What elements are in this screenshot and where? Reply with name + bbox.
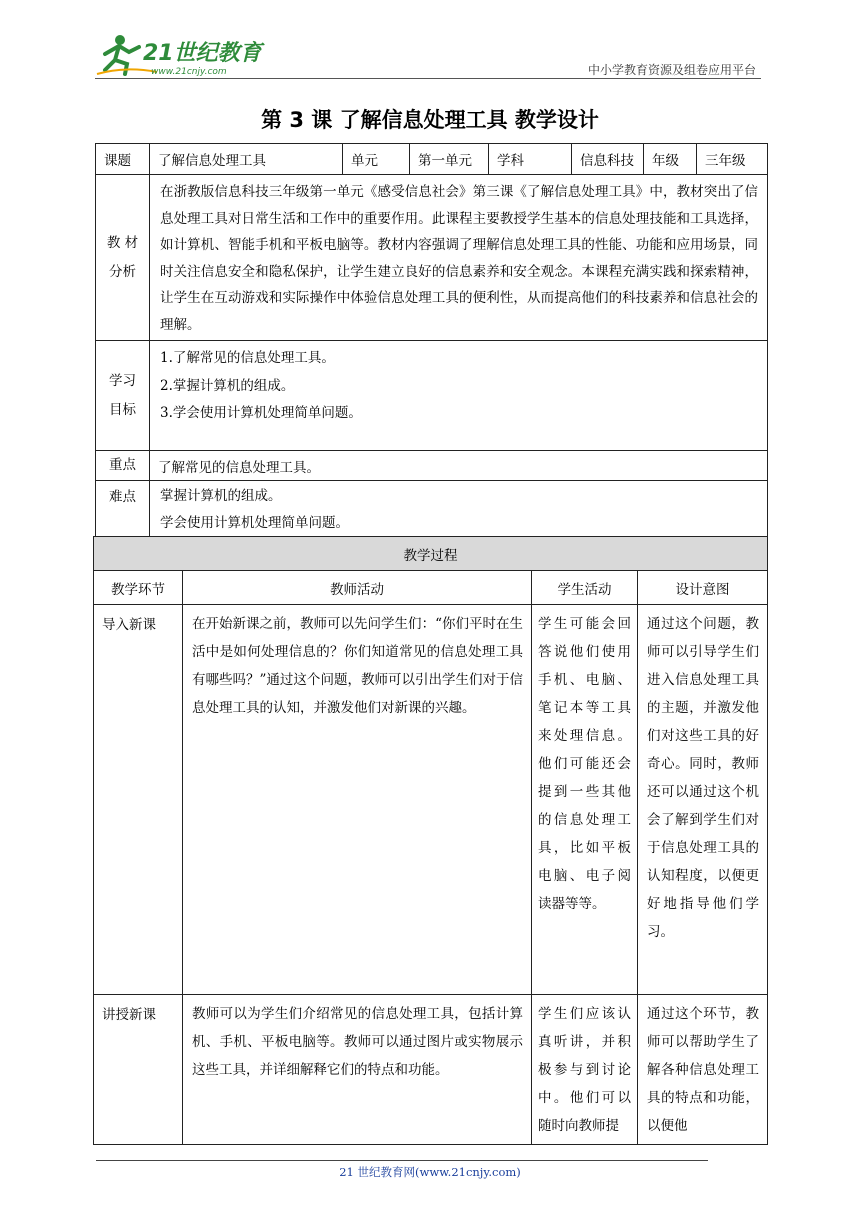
table-row xyxy=(94,995,768,1145)
page-title: 第 3 课 了解信息处理工具 教学设计 xyxy=(261,108,599,132)
column-header-teacher: 教师活动 xyxy=(183,571,532,605)
runner-logo-icon xyxy=(95,30,265,80)
difficulty-label: 难点 xyxy=(96,481,150,538)
column-header-stage: 教学环节 xyxy=(94,571,183,605)
key-point-label: 重点 xyxy=(96,451,150,481)
stage-cell: 导入新课 xyxy=(94,605,183,995)
subject-value: 信息科技 xyxy=(572,144,644,175)
unit-value: 第一单元 xyxy=(410,144,489,175)
design-intent: 通过这个环节，教师可以帮助学生了解各种信息处理工具的特点和功能，以便他 xyxy=(638,995,768,1145)
teacher-activity: 教师可以为学生们介绍常见的信息处理工具，包括计算机、手机、平板电脑等。教师可以通过图片或实物展示这些工具，并详细解释它们的特点和功能。 xyxy=(183,995,532,1145)
difficulty-text xyxy=(150,481,768,538)
course-value: 了解信息处理工具 xyxy=(150,144,343,175)
svg-text:21世纪教育: 21世纪教育 xyxy=(143,41,262,66)
process-title: 教学过程 xyxy=(94,537,768,571)
course-label: 课题 xyxy=(96,144,150,175)
goal-item: 2.掌握计算机的组成。 xyxy=(160,377,295,394)
header-divider xyxy=(95,78,761,79)
design-intent: 通过这个问题，教师可以引导学生们进入信息处理工具的主题，并激发他们对这些工具的好奇心。同时，教师还可以通过这个机会了解到学生们对于信息处理工具的认知程度，以便更好地指导他们学习。 xyxy=(638,605,768,995)
teacher-activity: 在开始新课之前，教师可以先问学生们：“你们平时在生活中是如何处理信息的？你们知道常见的信息处理工具有哪些吗？”通过这个问题，教师可以引出学生们对于信息处理工具的认知，并激发他们对新课的兴趣。 xyxy=(183,605,532,995)
unit-label: 单元 xyxy=(343,144,410,175)
teaching-process-table xyxy=(93,536,768,1145)
svg-text:www.21cnjy.com: www.21cnjy.com xyxy=(151,67,227,77)
footer-link[interactable]: 21 世纪教育网(www.21cnjy.com) xyxy=(339,1165,521,1179)
subject-label: 学科 xyxy=(489,144,572,175)
student-activity: 学生可能会回答说他们使用手机、电脑、笔记本等工具来处理信息。他们可能还会提到一些其他的信息处理工具，比如平板电脑、电子阅读器等等。 xyxy=(532,605,638,995)
goal-item: 1.了解常见的信息处理工具。 xyxy=(160,350,335,366)
analysis-text: 在浙教版信息科技三年级第一单元《感受信息社会》第三课《了解信息处理工具》中，教材突出了信息处理工具对日常生活和工作中的重要作用。此课程主要教授学生基本的信息处理技能和工具选择，如计算机、智能手机和平板电脑等。教材内容强调了理解信息处理工具的性能、功能和应用场景，同时关注信息安全和隐私保护，让学生建立良好的信息素养和安全观念。本课程充满实践和探索精神，让学生在互动游戏和实际操作中体验信息处理工具的便利性，从而提高他们的科技素养和信息社会的理解。 xyxy=(150,175,768,341)
goals-label: 学习 目标 xyxy=(96,341,150,451)
column-header-intent: 设计意图 xyxy=(638,571,768,605)
footer-divider xyxy=(96,1160,708,1161)
analysis-label: 教 材 分析 xyxy=(96,175,150,341)
lesson-info-table xyxy=(95,143,768,538)
column-header-student: 学生活动 xyxy=(532,571,638,605)
table-row xyxy=(94,605,768,995)
platform-name: 中小学教育资源及组卷应用平台 xyxy=(587,63,756,77)
goals-list xyxy=(150,341,768,451)
key-point-text: 了解常见的信息处理工具。 xyxy=(150,451,768,481)
goal-item: 3.学会使用计算机处理简单问题。 xyxy=(160,405,362,421)
student-activity: 学生们应该认真听讲，并积极参与到讨论中。他们可以随时向教师提 xyxy=(532,995,638,1145)
stage-cell: 讲授新课 xyxy=(94,995,183,1145)
grade-value: 三年级 xyxy=(697,144,768,175)
difficulty-line: 掌握计算机的组成。 xyxy=(160,488,282,504)
difficulty-line: 学会使用计算机处理简单问题。 xyxy=(160,515,349,531)
grade-label: 年级 xyxy=(644,144,697,175)
site-logo xyxy=(95,30,265,80)
